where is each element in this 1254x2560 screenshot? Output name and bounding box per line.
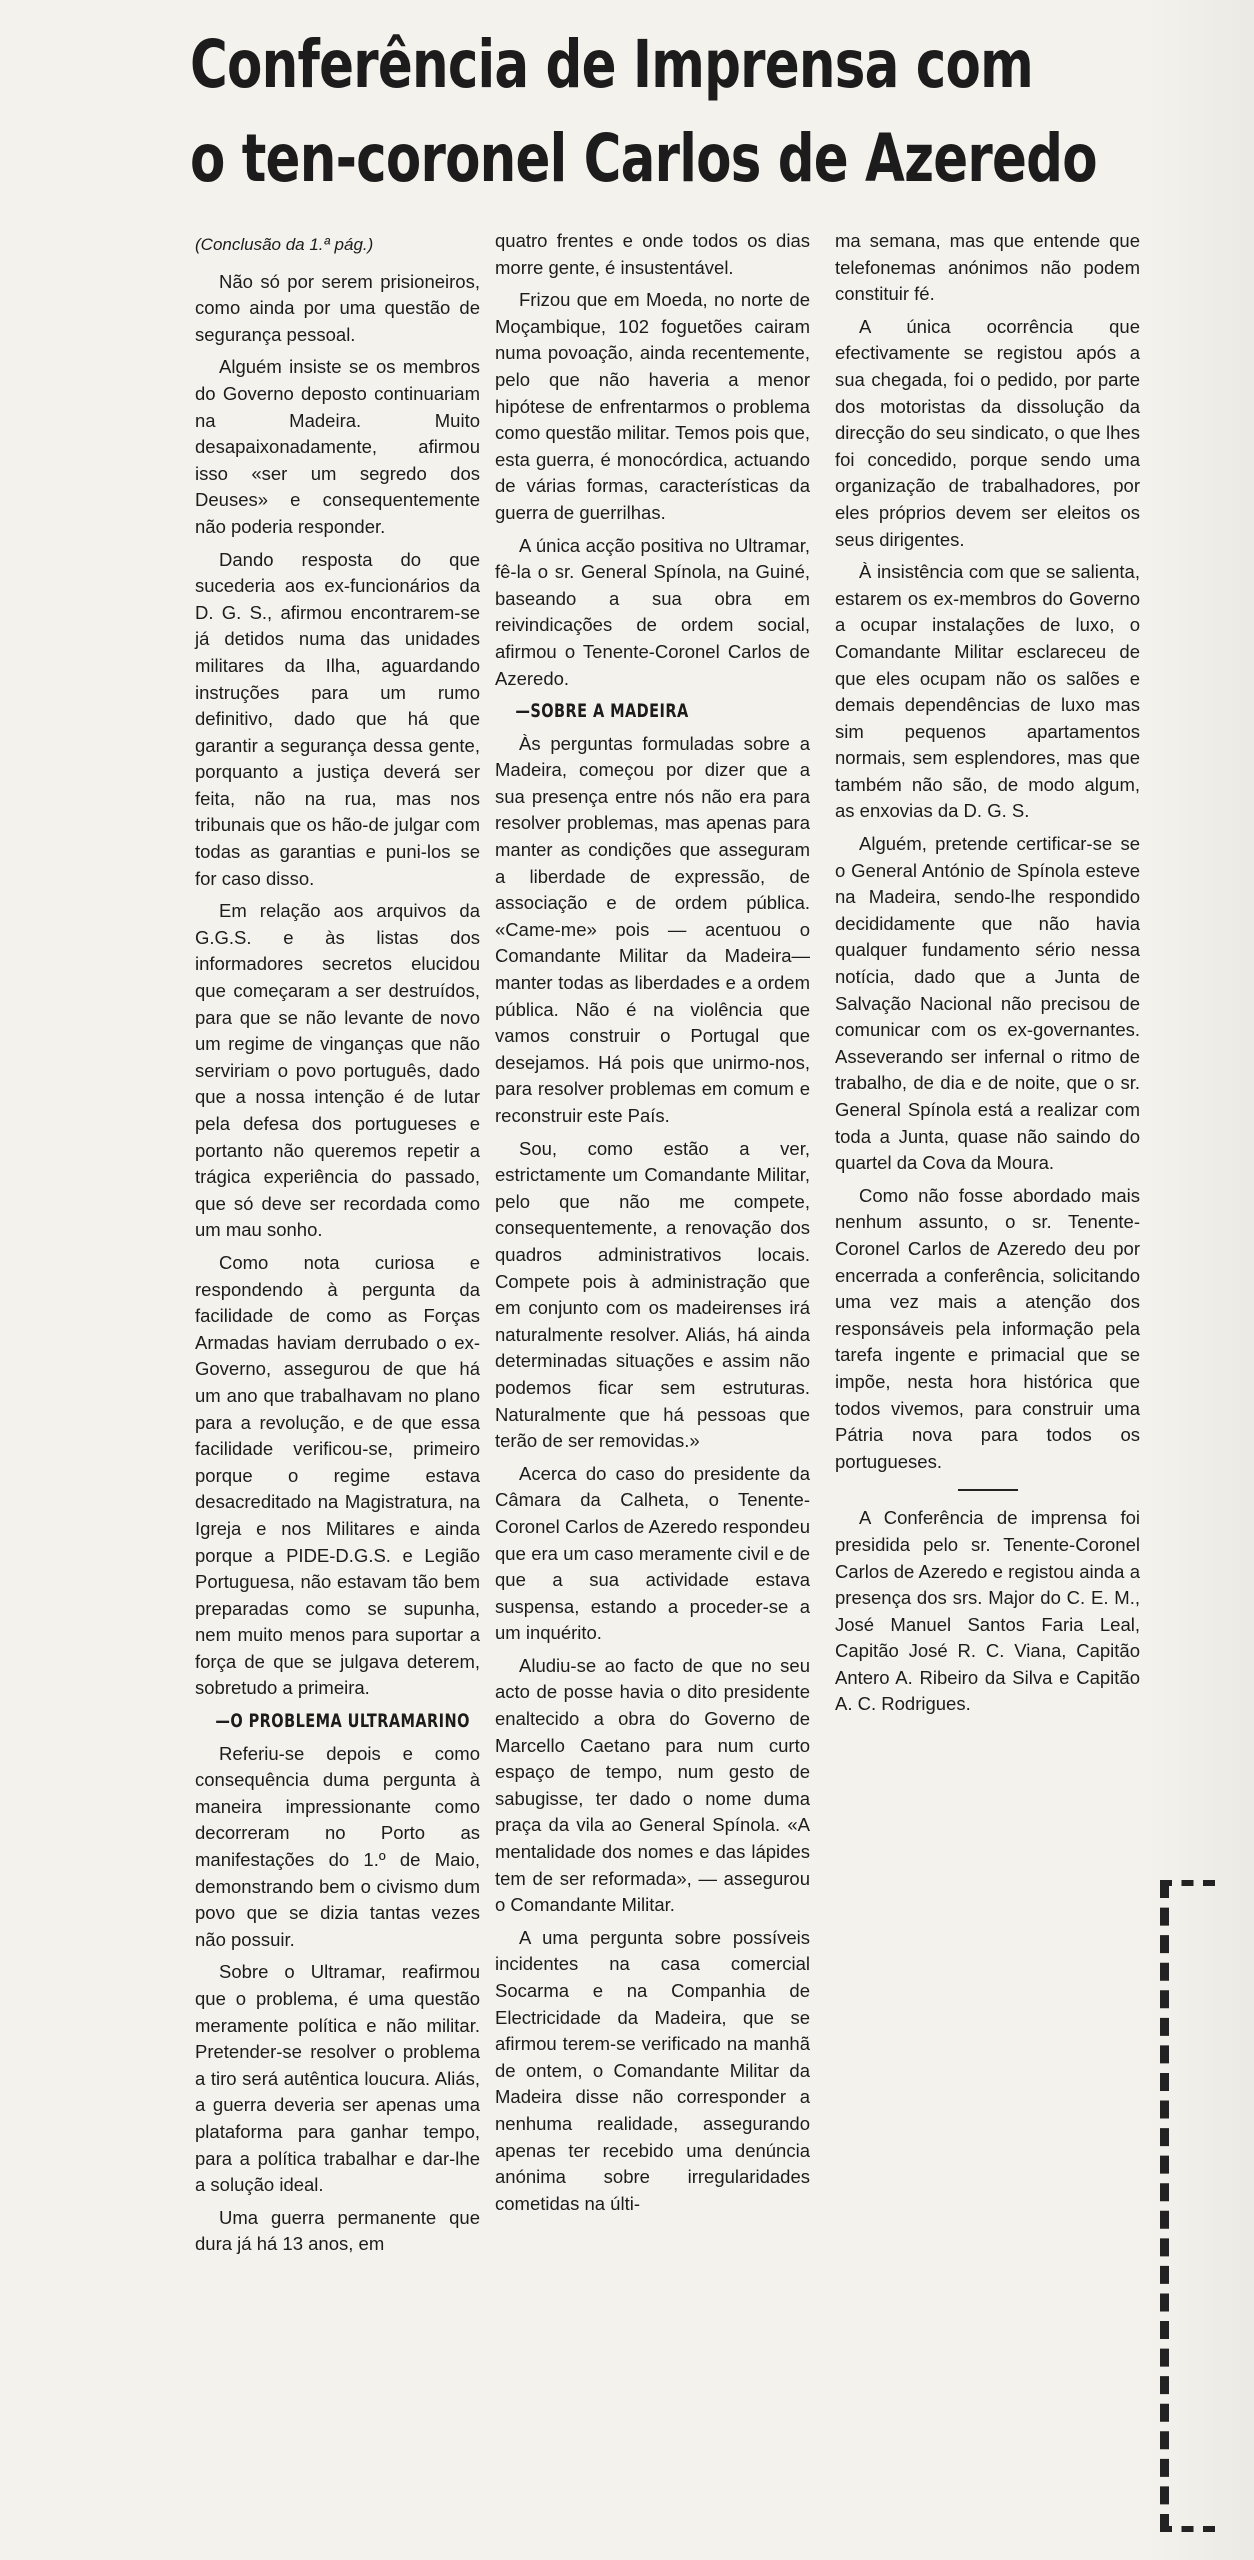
paragraph: Acerca do caso do presidente da Câmara da Calheta, o Tenente-Coronel Carlos de Azeredo respondeu que era um caso meramente civil e de que a sua actividade estava suspensa, estando a proceder-se a um inquérito.	[495, 1462, 810, 1644]
section-subhead: —O PROBLEMA ULTRAMARINO	[215, 1710, 470, 1733]
paragraph: quatro frentes e onde todos os dias morre gente, é insustentável.	[495, 230, 810, 278]
headline-line-1: Conferência de Imprensa com	[190, 26, 1033, 103]
paragraph: Dando resposta do que sucederia aos ex-funcionários da D. G. S., afirmou encontrarem-se já detidos numa das unidades militares da Ilha, aguardando instruções para um rumo definitivo, dado que há que garantir a segurança dessa gente, porquanto a justiça deverá ser feita, não na rua, mas nos tribunais que os hão-de julgar com todas as garantias e puni-los se for caso disso.	[195, 548, 480, 889]
paragraph: ma semana, mas que entende que telefonemas anónimos não podem constituir fé.	[835, 230, 1140, 305]
paragraph: Sou, como estão a ver, estrictamente um Comandante Militar, pelo que não me compete, consequentemente, a renovação dos quadros administrativos locais. Compete pois à administração que em conjunto com os madeirenses irá naturalmente resolver. Aliás, há ainda determinadas situações e assim não podemos ficar sem estruturas. Naturalmente que há pessoas que terão de ser removidas.»	[495, 1137, 810, 1452]
article-column-2	[495, 228, 810, 2223]
paragraph: Sobre o Ultramar, reafirmou que o problema, é uma questão meramente política e não militar. Pretender-se resolver o problema a tiro será autêntica loucura. Aliás, a guerra deveria ser apenas uma plataforma para ganhar tempo, para a política trabalhar e dar-lhe a solução ideal.	[195, 1961, 480, 2196]
paragraph: A única acção positiva no Ultramar, fê-la o sr. General Spínola, na Guiné, baseando a sua obra em reivindicações de ordem social, afirmou o Tenente-Coronel Carlos de Azeredo.	[495, 534, 810, 689]
adjacent-box-border	[1160, 1880, 1215, 2532]
paragraph: Não só por serem prisioneiros, como ainda por uma questão de segurança pessoal.	[195, 270, 480, 345]
paragraph: Às perguntas formuladas sobre a Madeira, começou por dizer que a sua presença entre nós não era para resolver problemas, mas apenas para manter as condições que asseguram a liberdade de expressão, de associação e de ordem pública. «Came-me» pois — acentuou o Comandante Militar da Madeira—manter todas as liberdades e a ordem pública. Não é na violência que vamos construir o Portugal que desejamos. Há pois que unirmo-nos, para resolver problemas em comum e reconstruir este País.	[495, 732, 810, 1126]
paragraph: Como não fosse abordado mais nenhum assunto, o sr. Tenente-Coronel Carlos de Azeredo deu por encerrada a conferência, solicitando uma vez mais a atenção dos responsáveis pela informação pela tarefa ingente e primacial que se impõe, nesta hora histórica que todos vivemos, para construir uma Pátria nova para todos os portugueses.	[835, 1184, 1140, 1472]
section-subhead: —SOBRE A MADEIRA	[515, 700, 689, 723]
headline-line-2: o ten-coronel Carlos de Azeredo	[190, 120, 1097, 197]
paragraph: Como nota curiosa e respondendo à pergunta da facilidade de como as Forças Armadas haviam derrubado o ex-Governo, assegurou de que há um ano que trabalhavam no plano para a revolução, e de que essa facilidade verificou-se, primeiro porque o regime estava desacreditado na Magistratura, na Igreja e nos Militares e ainda porque a PIDE-D.G.S. e Legião Portuguesa, não estavam tão bem preparadas como se supunha, nem muito menos para suportar a força de que se julgava deterem, sobretudo a primeira.	[195, 1251, 480, 1699]
paragraph: Referiu-se depois e como consequência duma pergunta à maneira impressionante como decorreram no Porto as manifestações do 1.º de Maio, demonstrando bem o civismo dum povo que se dizia tantas vezes não possuir.	[195, 1742, 480, 1950]
separator-rule	[958, 1489, 1018, 1491]
paragraph: À insistência com que se salienta, estarem os ex-membros do Governo a ocupar instalações de luxo, o Comandante Militar esclareceu de que eles ocupam não os salões e demais dependências de luxo mas sim pequenos apartamentos normais, sem esplendores, mas que também não são, de modo algum, as enxovias da D. G. S.	[835, 561, 1140, 822]
paragraph: Alguém, pretende certificar-se se o General António de Spínola esteve na Madeira, sendo-lhe respondido decididamente que não havia qualquer fundamento sério nessa notícia, dado que a Junta de Salvação Nacional não precisou de comunicar com os ex-governantes. Asseverando ser infernal o ritmo de trabalho, de dia e de noite, que o sr. General Spínola está a realizar com toda a Junta, quase não saindo do quartel da Cova da Moura.	[835, 833, 1140, 1174]
paragraph: Alguém insiste se os membros do Governo deposto continuariam na Madeira. Muito desapaixonadamente, afirmou isso «ser um segredo dos Deuses» e consequentemente não poderia responder.	[195, 356, 480, 537]
paragraph: Frizou que em Moeda, no norte de Moçambique, 102 foguetões cairam numa povoação, ainda recentemente, pelo que não haveria a menor hipótese de enfrentarmos o problema como questão militar. Temos pois que, esta guerra, é monocórdica, actuando de várias formas, características da guerra de guerrilhas.	[495, 289, 810, 523]
article-column-1	[195, 232, 480, 2264]
paragraph: A Conferência de imprensa foi presidida pelo sr. Tenente-Coronel Carlos de Azeredo e registou ainda a presença dos srs. Major do C. E. M., José Manuel Santos Faria Leal, Capitão José R. C. Viana, Capitão Antero A. Ribeiro da Silva e Capitão A. C. Rodrigues.	[835, 1507, 1140, 1715]
paragraph: Em relação aos arquivos da G.G.S. e às listas dos informadores secretos elucidou que começaram a ser destruídos, para que se não levante de novo um regime de vinganças que não serviriam o povo português, dado que a nossa intenção é de lutar pela defesa dos portugueses e portanto não queremos repetir a trágica experiência do passado, que só deve ser recordada como um mau sonho.	[195, 900, 480, 1241]
article-column-3	[835, 228, 1140, 1724]
paragraph: A única ocorrência que efectivamente se registou após a sua chegada, foi o pedido, por parte dos motoristas da dissolução da direcção do seu sindicato, o que lhes foi concedido, porque sendo uma organização de trabalhadores, por eles próprios devem ser eleitos os seus dirigentes.	[835, 315, 1140, 550]
continuation-note: (Conclusão da 1.ª pág.)	[195, 235, 374, 254]
paragraph: Uma guerra permanente que dura já há 13 anos, em	[195, 2206, 480, 2255]
headline	[190, 18, 1097, 206]
paragraph: A uma pergunta sobre possíveis incidentes na casa comercial Socarma e na Companhia de Electricidade da Madeira, que se afirmou terem-se verificado na manhã de ontem, o Comandante Militar da Madeira disse não corresponder a nenhuma realidade, assegurando apenas ter recebido uma denúncia anónima sobre irregularidades cometidas na últi-	[495, 1926, 810, 2214]
paragraph: Aludiu-se ao facto de que no seu acto de posse havia o dito presidente enaltecido a obra do Governo de Marcello Caetano para num curto espaço de tempo, num gesto de sabugisse, ter dado o nome duma praça da vila ao General Spínola. «A mentalidade dos nomes e das lápides tem de ser reformada», — assegurou o Comandante Militar.	[495, 1654, 810, 1916]
